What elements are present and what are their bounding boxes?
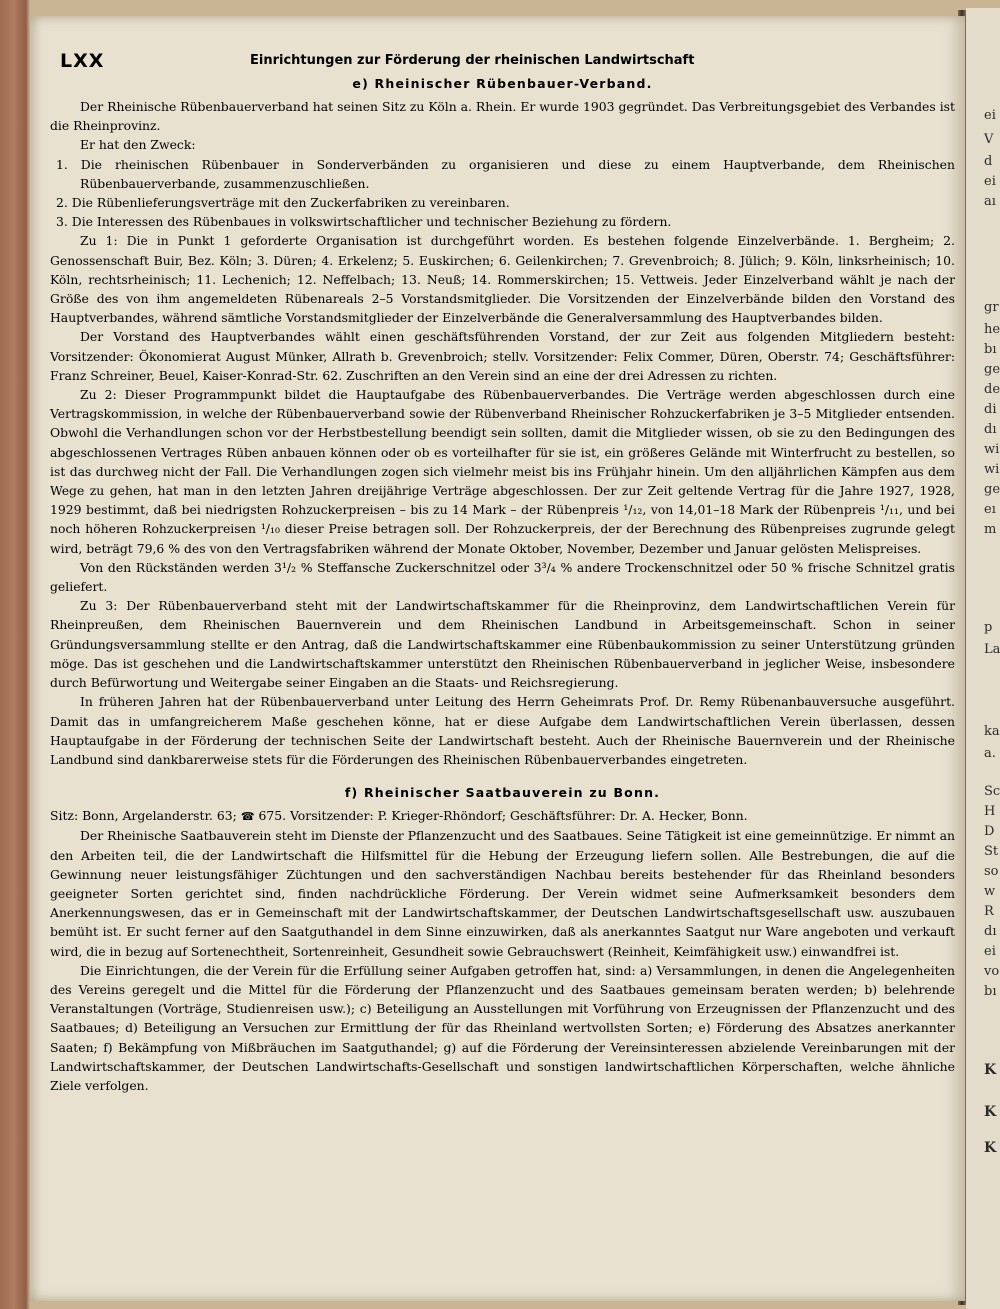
facing-fragment: La <box>984 642 1000 657</box>
facing-fragment: ei <box>984 944 996 959</box>
paragraph: Von den Rückständen werden 3¹/₂ % Steffansche Zuckerschnitzel oder 3³/₄ % andere Trockenschnitzel oder 50 % frische Schnitzel gratis geliefert. <box>50 559 955 595</box>
facing-fragment: bı <box>984 342 997 357</box>
list-item: 1. Die rheinischen Rübenbauer in Sonderverbänden zu organisieren und diese zu einem Hauptverbande, dem Rheinischen Rübenbauerverbande, zusammenzuschließen. <box>56 156 955 191</box>
facing-fragment: he <box>984 322 1000 337</box>
paragraph: Zu 2: Dieser Programmpunkt bildet die Hauptaufgabe des Rübenbauerverbandes. Die Verträge werden abgeschlossen durch eine Vertragskommission, in welche der Rübenbauerverband sowie der Rübenverband Rheinischer Rohzuckerfabriken je 3–5 Mitglieder entsenden. Obwohl die Verhandlungen schon vor der Herbstbestellung beendigt sein sollten, damit die Mitglieder wissen, ob sie zu den Bedingungen des abgeschlossenen Vertrages Rüben anbauen können oder ob es vorteilhafter für sie ist, ein größeres Gelände mit Winterfrucht zu bestellen, so ist das durchweg nicht der Fall. Die Verhandlungen zogen sich vielmehr meist bis ins Frühjahr hinein. Um den alljährlichen Kämpfen aus dem Wege zu gehen, hat man in den letzten Jahren dreijährige Verträge abgeschlossen. Der zur Zeit geltende Vertrag für die Jahre 1927, 1928, 1929 bestimmt, daß bei niedrigsten Rohzuckerpreisen – bis zu 14 Mark – der Rübenpreis ¹/₁₂, von 14,01–18 Mark der Rübenpreis ¹/₁₁, und bei noch höheren Rohzuckerpreisen ¹/₁₀ dieser Preise betragen soll. Der Rohzuckerpreis, der der Berechnung des Rübenpreises zugrunde gelegt wird, beträgt 79,6 % des von den Vertragsfabriken während der Monate Oktober, November, Dezember und Januar gelösten Melispreises. <box>50 387 955 556</box>
facing-fragment: gr <box>984 300 999 315</box>
facing-page-edge <box>966 8 1000 1309</box>
paragraph: Der Vorstand des Hauptverbandes wählt einen geschäftsführenden Vorstand, der zur Zeit aus folgenden Mitgliedern besteht: Vorsitzender: Ökonomierat August Münker, Allrath b. Grevenbroich; stellv. Vorsitzender: Felix Commer, Düren, Oberstr. 74; Geschäftsführer: Franz Schreiner, Beuel, Kaiser-Konrad-Str. 62. Zuschriften an den Verein sind an eine der drei Adressen zu richten. <box>50 329 955 383</box>
paragraph: In früheren Jahren hat der Rübenbauerverband unter Leitung des Herrn Geheimrats Prof. Dr. Remy Rübenanbauversuche ausgeführt. Damit das in umfangreicherem Maße geschehen könne, hat er diese Aufgabe dem Landwirtschaftlichen Verein überlassen, dessen Hauptaufgabe in der Förderung der technischen Seite der Landwirtschaft besteht. Auch der Rheinische Bauernverein und der Rheinische Landbund sind dankbarerweise stets für die Förderungen des Rheinischen Rübenbauerverbandes eingetreten. <box>50 694 955 767</box>
facing-fragment: V <box>984 132 994 147</box>
facing-fragment: dı <box>984 924 997 939</box>
telephone-icon: ☎ <box>240 810 255 824</box>
address-text: Sitz: Bonn, Argelanderstr. 63; <box>50 808 237 824</box>
paragraph: Die Einrichtungen, die der Verein für die Erfüllung seiner Aufgaben getroffen hat, sind: a) Versammlungen, in denen die Angelegenheiten des Vereins geregelt und die Mittel für die Förderung der Pflanzenzucht und des Saatbaues gemeinsam beraten werden; b) belehrende Veranstaltungen (Vorträge, Studienreisen usw.); c) Beteiligung an Ausstellungen mit Vorführung von Erzeugnissen der Pflanzenzucht und des Saatbaues; d) Beteiligung an Versuchen zur Ermittlung der für das Rheinland wertvollsten Sorten; e) Förderung des Absatzes anerkannter Saaten; f) Bekämpfung von Mißbräuchen im Saatguthandel; g) auf die Förderung der Vereinsinteressen abzielende Vereinbarungen mit der Landwirtschaftskammer, der Deutschen Landwirtschafts-Gesellschaft und sonstigen landwirtschaftlichen Körperschaften, welche ähnliche Ziele verfolgen. <box>50 962 955 1093</box>
facing-fragment: K <box>984 1104 997 1120</box>
paragraph: Zu 3: Der Rübenbauerverband steht mit der Landwirtschaftskammer für die Rheinprovinz, dem Landwirtschaftlichen Verein für Rheinpreußen, dem Rheinischen Bauernverein und dem Rheinischen Landbund in Arbeitsgemeinschaft. Schon in seiner Gründungsversammlung stellte er den Antrag, daß die Landwirtschaftskammer eine Rübenbaukommission zu seiner Unterstützung gründen möge. Das ist geschehen und die Landwirtschaftskammer unterstützt den Rheinischen Rübenbauerverband in jeglicher Weise, insbesondere durch Befürwortung und Weitergabe seiner Eingaben an die Staats- und Reichsregierung. <box>50 598 955 691</box>
facing-fragment: wi <box>984 442 1000 457</box>
facing-fragment: de <box>984 382 1000 397</box>
facing-fragment: d <box>984 154 993 169</box>
facing-fragment: vo <box>984 964 1000 979</box>
facing-fragment: di <box>984 402 997 417</box>
facing-fragment: ge <box>984 362 1000 377</box>
facing-fragment: so <box>984 864 999 879</box>
facing-fragment: Sc <box>984 784 1000 799</box>
page-content <box>50 40 955 1095</box>
facing-fragment: R <box>984 904 994 919</box>
section-e-title: e) Rheinischer Rübenbauer-Verband. <box>352 76 653 91</box>
paragraph: Er hat den Zweck: <box>80 137 196 153</box>
facing-fragment: m <box>984 522 997 537</box>
facing-fragment: K <box>984 1062 997 1078</box>
facing-fragment: bı <box>984 984 997 999</box>
address-text-rest: 675. Vorsitzender: P. Krieger-Rhöndorf; Geschäftsführer: Dr. A. Hecker, Bonn. <box>258 808 748 824</box>
facing-fragment: p <box>984 620 993 635</box>
paragraph: Der Rheinische Rübenbauerverband hat seinen Sitz zu Köln a. Rhein. Er wurde 1903 gegründet. Das Verbreitungsgebiet des Verbandes ist die Rheinprovinz. <box>50 99 955 134</box>
facing-fragment: ka <box>984 724 1000 739</box>
page-header <box>50 40 955 70</box>
facing-fragment: a. <box>984 746 996 761</box>
list-item: 2. Die Rübenlieferungsverträge mit den Zuckerfabriken zu vereinbaren. <box>56 195 510 211</box>
facing-fragment: wi <box>984 462 1000 477</box>
facing-fragment: St <box>984 844 999 859</box>
address-line <box>50 806 955 826</box>
facing-fragment: ei <box>984 174 996 189</box>
facing-fragment: ei <box>984 108 996 123</box>
facing-fragment: aı <box>984 194 996 209</box>
paragraph: Der Rheinische Saatbauverein steht im Dienste der Pflanzenzucht und des Saatbaues. Seine Tätigkeit ist eine gemeinnützige. Er nimmt an den Arbeiten teil, die der Landwirtschaft die Hilfsmittel für die Hebung der Erzeugung liefern sollen. Alle Bestrebungen, die auf die Gewinnung neuer leistungsfähiger Züchtungen und den sachverständigen Nachbau bereits bestehender für das Rheinland besonders geeigneter Sorten gerichtet sind, finden nachdrückliche Förderung. Der Verein widmet seine Aufmerksamkeit besonders dem Anerkennungswesen, das er in Gemeinschaft mit der Landwirtschaftskammer, der Deutschen Landwirtschaftsgesellschaft usw. auszubauen bemüht ist. Er sucht ferner auf den Saatguthandel in dem Sinne einzuwirken, daß als anerkanntes Saatgut nur Ware angeboten und verkauft wird, die in bezug auf Sortenechtheit, Sortenreinheit, Gesundheit sowie Gebrauchswert (Reinheit, Keimfähigkeit usw.) einwandfrei ist. <box>50 828 955 959</box>
facing-fragment: w <box>984 884 996 899</box>
running-title: Einrichtungen zur Förderung der rheinischen Landwirtschaft <box>250 53 695 68</box>
facing-fragment: K <box>984 1140 997 1156</box>
facing-fragment: ge <box>984 482 1000 497</box>
section-f-title: f) Rheinischer Saatbauverein zu Bonn. <box>344 785 661 801</box>
facing-fragment: eı <box>984 502 996 517</box>
facing-fragment: dı <box>984 422 997 437</box>
facing-fragment: D <box>984 824 995 839</box>
list-item: 3. Die Interessen des Rübenbaues in volkswirtschaftlicher und technischer Beziehung zu fördern. <box>56 214 672 230</box>
page-number: LXX <box>60 50 105 72</box>
facing-fragment: H <box>984 804 996 819</box>
paragraph: Zu 1: Die in Punkt 1 geforderte Organisation ist durchgeführt worden. Es bestehen folgende Einzelverbände. 1. Bergheim; 2. Genossenschaft Buir, Bez. Köln; 3. Düren; 4. Erkelenz; 5. Euskirchen; 6. Geilenkirchen; 7. Grevenbroich; 8. Jülich; 9. Köln, linksrheinisch; 10. Köln, rechtsrheinisch; 11. Lechenich; 12. Neffelbach; 13. Neuß; 14. Rommerskirchen; 15. Vettweis. Jeder Einzelverband wählt je nach der Größe des von ihm angemeldeten Rübenareals 2–5 Vorstandsmitglieder. Die Vorsitzenden der Einzelverbände bilden den Vorstand des Hauptverbandes, während sämtliche Vorstandsmitglieder der Einzelverbände die Generalversammlung des Hauptverbandes bilden. <box>50 233 955 326</box>
